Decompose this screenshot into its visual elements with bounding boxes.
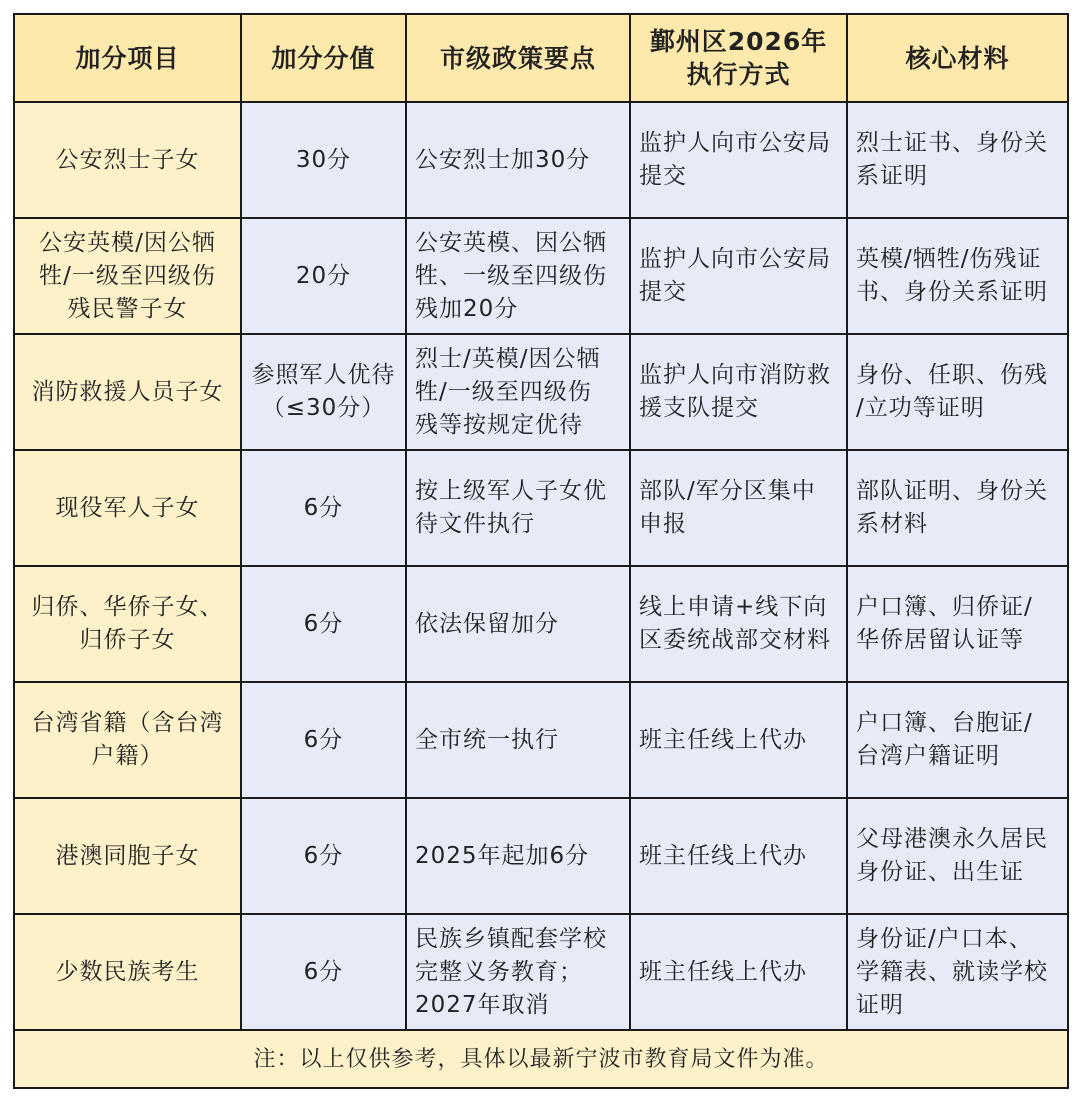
cell-item-line: 公安英模/因公牺	[39, 229, 216, 256]
cell-item-line: 牲/一级至四级伤	[39, 262, 216, 289]
cell-method-line: 提交	[639, 279, 687, 305]
cell-policy-line: 残加20分	[415, 295, 519, 322]
cell-material-line: 华侨居留认证等	[856, 627, 1024, 653]
cell-item-line: 归侨子女	[79, 627, 176, 653]
cell-method	[630, 102, 847, 218]
cell-score-line: 20分	[295, 262, 352, 289]
cell-policy-line: 牲/一级至四级伤	[415, 378, 592, 405]
cell-policy-line: 全市统一执行	[415, 726, 559, 753]
cell-policy-line: 公安英模、因公牺	[415, 229, 607, 256]
footnote: 注：以上仅供参考，具体以最新宁波市教育局文件为准。	[14, 1030, 1068, 1088]
cell-policy-line: 2025年起加6分	[415, 842, 590, 869]
cell-policy-line: 牲、一级至四级伤	[415, 262, 607, 289]
cell-material	[847, 218, 1068, 334]
cell-item	[14, 914, 241, 1030]
cell-item-line: 消防救援人员子女	[31, 378, 224, 405]
cell-material	[847, 450, 1068, 566]
cell-score-line: 6分	[303, 726, 344, 753]
header-score: 加分分值	[241, 14, 406, 102]
cell-item-line: 现役军人子女	[55, 494, 200, 521]
cell-item-line: 台湾省籍（含台湾	[31, 710, 224, 736]
cell-material-line: 户口簿、归侨证/	[856, 594, 1033, 620]
cell-policy-line: 民族乡镇配套学校	[415, 925, 607, 952]
cell-score	[241, 218, 406, 334]
table-row	[14, 218, 1068, 334]
cell-score-line: 6分	[303, 842, 344, 869]
table-row	[14, 682, 1068, 798]
cell-policy	[406, 334, 630, 450]
cell-material	[847, 334, 1068, 450]
cell-method	[630, 566, 847, 682]
bonus-points-table	[13, 13, 1069, 1089]
cell-score-line: 参照军人优待	[251, 362, 396, 388]
cell-item	[14, 450, 241, 566]
header-material: 核心材料	[847, 14, 1068, 102]
cell-material-line: 台湾户籍证明	[856, 743, 1000, 769]
header-method-line1: 鄞州区2026年	[649, 27, 828, 56]
cell-material-line: /立功等证明	[856, 395, 985, 421]
cell-policy-line: 完整义务教育；	[415, 958, 583, 985]
cell-item-line: 公安烈士子女	[55, 146, 200, 173]
cell-material	[847, 566, 1068, 682]
cell-item	[14, 566, 241, 682]
cell-method-line: 线上申请+线下向	[639, 594, 828, 620]
cell-score	[241, 798, 406, 914]
cell-policy	[406, 566, 630, 682]
cell-method	[630, 798, 847, 914]
cell-method-line: 区委统战部交材料	[639, 627, 831, 653]
cell-score	[241, 682, 406, 798]
cell-item	[14, 218, 241, 334]
cell-score	[241, 102, 406, 218]
cell-policy-line: 依法保留加分	[415, 610, 559, 637]
cell-material	[847, 798, 1068, 914]
table-body	[14, 102, 1068, 1030]
cell-item-line: 港澳同胞子女	[55, 842, 200, 869]
cell-score-line: 6分	[303, 958, 344, 985]
cell-material	[847, 914, 1068, 1030]
cell-material-line: 系证明	[856, 163, 928, 189]
cell-method-line: 班主任线上代办	[639, 958, 807, 985]
cell-method-line: 部队/军分区集中	[639, 478, 816, 504]
cell-score	[241, 566, 406, 682]
cell-item-line: 残民警子女	[67, 295, 188, 322]
cell-method	[630, 218, 847, 334]
cell-material	[847, 682, 1068, 798]
cell-material-line: 身份证、出生证	[856, 859, 1024, 885]
cell-policy-line: 待文件执行	[415, 511, 535, 537]
cell-score-line: 6分	[303, 610, 344, 637]
cell-policy-line: 公安烈士加30分	[415, 146, 591, 173]
cell-method	[630, 450, 847, 566]
cell-score	[241, 450, 406, 566]
cell-method-line: 监护人向市公安局	[639, 246, 831, 272]
cell-material-line: 书、身份关系证明	[856, 279, 1048, 305]
cell-method	[630, 334, 847, 450]
cell-method-line: 监护人向市消防救	[639, 362, 831, 388]
cell-policy	[406, 914, 630, 1030]
cell-material-line: 父母港澳永久居民	[856, 826, 1048, 852]
cell-policy	[406, 218, 630, 334]
header-item: 加分项目	[14, 14, 241, 102]
cell-policy-line: 残等按规定优待	[415, 411, 583, 438]
cell-item-line: 户籍）	[91, 743, 164, 769]
cell-material-line: 证明	[856, 991, 904, 1018]
cell-material-line: 身份证/户口本、	[856, 925, 1033, 952]
table-row	[14, 798, 1068, 914]
cell-score	[241, 334, 406, 450]
header-method-line2: 执行方式	[686, 60, 791, 89]
cell-material-line: 部队证明、身份关	[856, 478, 1048, 504]
header-method	[630, 14, 847, 102]
cell-policy-line: 按上级军人子女优	[415, 478, 607, 504]
cell-method-line: 班主任线上代办	[639, 726, 807, 753]
cell-method-line: 申报	[639, 511, 687, 537]
table-row	[14, 450, 1068, 566]
cell-score-line: 6分	[303, 494, 344, 521]
note-row	[14, 1030, 1068, 1088]
cell-method	[630, 682, 847, 798]
header-policy: 市级政策要点	[406, 14, 630, 102]
cell-material-line: 系材料	[856, 511, 928, 537]
cell-material-line: 身份、任职、伤残	[856, 362, 1048, 388]
cell-material-line: 户口簿、台胞证/	[856, 710, 1033, 736]
cell-policy-line: 2027年取消	[415, 991, 550, 1018]
cell-item	[14, 798, 241, 914]
table-row	[14, 102, 1068, 218]
cell-material-line: 学籍表、就读学校	[856, 958, 1048, 985]
policy-table-sheet	[13, 13, 1067, 1089]
cell-score-line: （≤30分）	[261, 395, 386, 421]
cell-method-line: 提交	[639, 163, 687, 189]
cell-score-line: 30分	[295, 146, 352, 173]
cell-material	[847, 102, 1068, 218]
cell-item	[14, 334, 241, 450]
table-row	[14, 334, 1068, 450]
cell-item-line: 少数民族考生	[55, 958, 200, 985]
cell-item	[14, 682, 241, 798]
table-header-row	[14, 14, 1068, 102]
cell-policy	[406, 682, 630, 798]
cell-method-line: 班主任线上代办	[639, 842, 807, 869]
cell-policy	[406, 798, 630, 914]
cell-method-line: 监护人向市公安局	[639, 130, 831, 156]
cell-score	[241, 914, 406, 1030]
cell-item	[14, 102, 241, 218]
table-row	[14, 914, 1068, 1030]
cell-method-line: 援支队提交	[639, 395, 759, 421]
cell-material-line: 英模/牺牲/伤残证	[856, 246, 1042, 272]
cell-method	[630, 914, 847, 1030]
table-row	[14, 566, 1068, 682]
cell-policy-line: 烈士/英模/因公牺	[415, 345, 601, 372]
cell-policy	[406, 450, 630, 566]
cell-item-line: 归侨、华侨子女、	[31, 594, 224, 620]
cell-material-line: 烈士证书、身份关	[856, 130, 1048, 156]
cell-policy	[406, 102, 630, 218]
